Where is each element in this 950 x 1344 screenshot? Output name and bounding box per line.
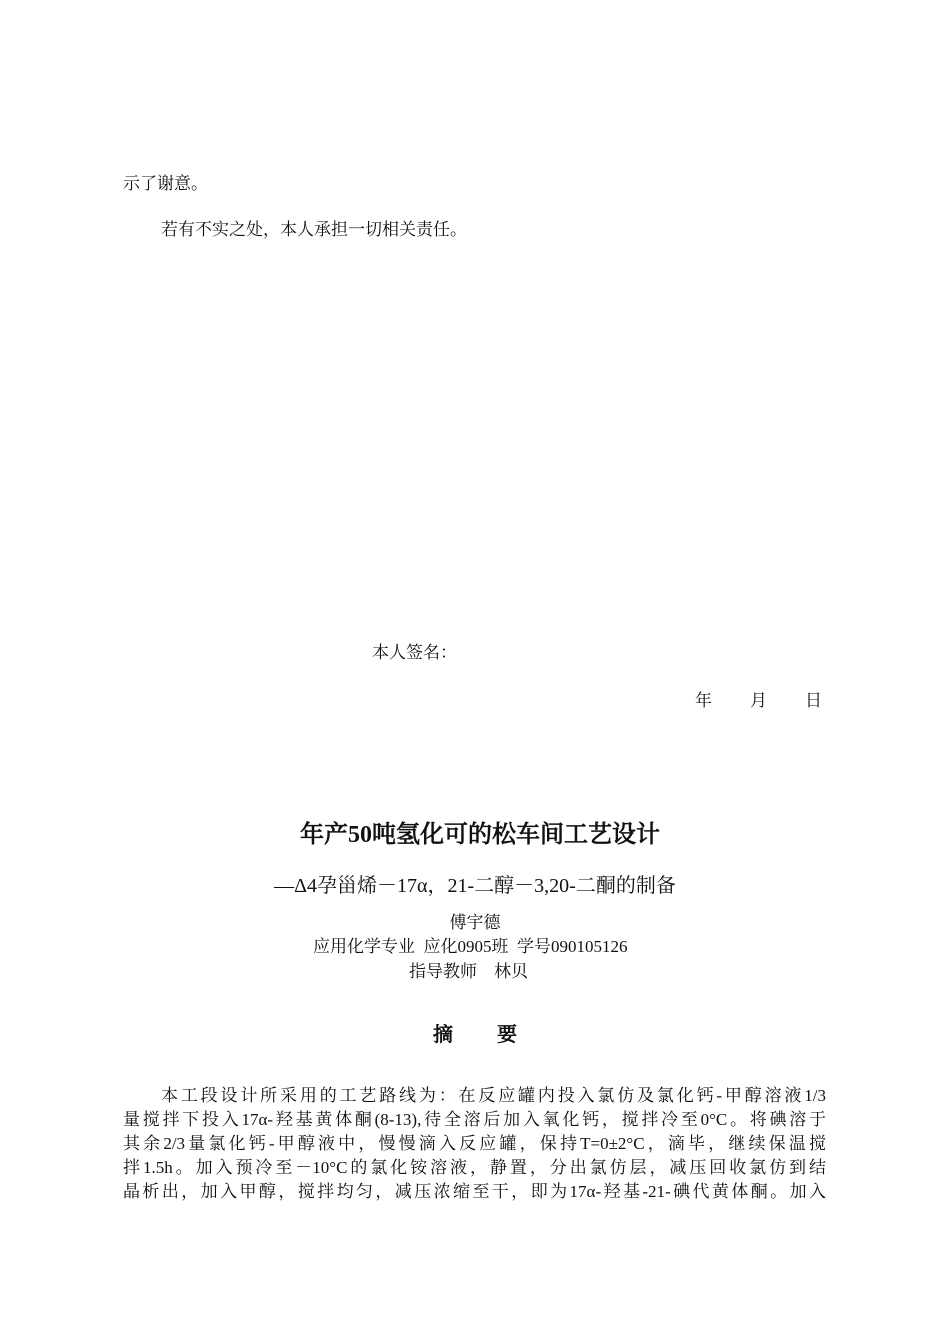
abstract-line: 其余2/3量氯化钙-甲醇液中，慢慢滴入反应罐，保持T=0±2°C，滴毕，继续保温搅 xyxy=(123,1134,826,1153)
abstract-line: 晶析出，加入甲醇，搅拌均匀，减压浓缩至干，即为17α-羟基-21-碘代黄体酮。加入 xyxy=(123,1182,826,1201)
abstract-heading-right: 要 xyxy=(497,1024,517,1046)
abstract-line: 拌1.5h。加入预冷至－10°C的氯化铵溶液，静置，分出氯仿层，减压回收氯仿到结 xyxy=(123,1158,826,1177)
date-month-label: 月 xyxy=(750,691,767,710)
abstract-line: 本工段设计所采用的工艺路线为：在反应罐内投入氯仿及氯化钙-甲醇溶液1/3 xyxy=(161,1086,826,1105)
declaration-responsibility-line: 若有不实之处，本人承担一切相关责任。 xyxy=(161,220,467,239)
abstract-heading-left: 摘 xyxy=(433,1024,453,1046)
thesis-major-line: 应用化学专业 应化0905班 学号090105126 xyxy=(313,937,628,956)
abstract-heading xyxy=(0,1022,950,1048)
thesis-advisor-line: 指导教师 林贝 xyxy=(409,962,528,981)
abstract-body xyxy=(123,1084,826,1204)
signature-label: 本人签名： xyxy=(372,643,457,662)
thesis-author: 傅宇德 xyxy=(449,913,501,932)
abstract-line: 量搅拌下投入17α-羟基黄体酮(8-13),待全溶后加入氧化钙，搅拌冷至0°C。将碘溶于 xyxy=(123,1110,826,1129)
thesis-title: 年产50吨氢化可的松车间工艺设计 xyxy=(300,822,660,848)
thesis-subtitle: —Δ4孕甾烯－17α，21-二醇－3,20-二酮的制备 xyxy=(274,875,676,897)
declaration-continued-line: 示了谢意。 xyxy=(123,174,208,193)
date-day-label: 日 xyxy=(805,691,822,710)
date-year-label: 年 xyxy=(695,691,712,710)
date-line xyxy=(695,690,822,712)
